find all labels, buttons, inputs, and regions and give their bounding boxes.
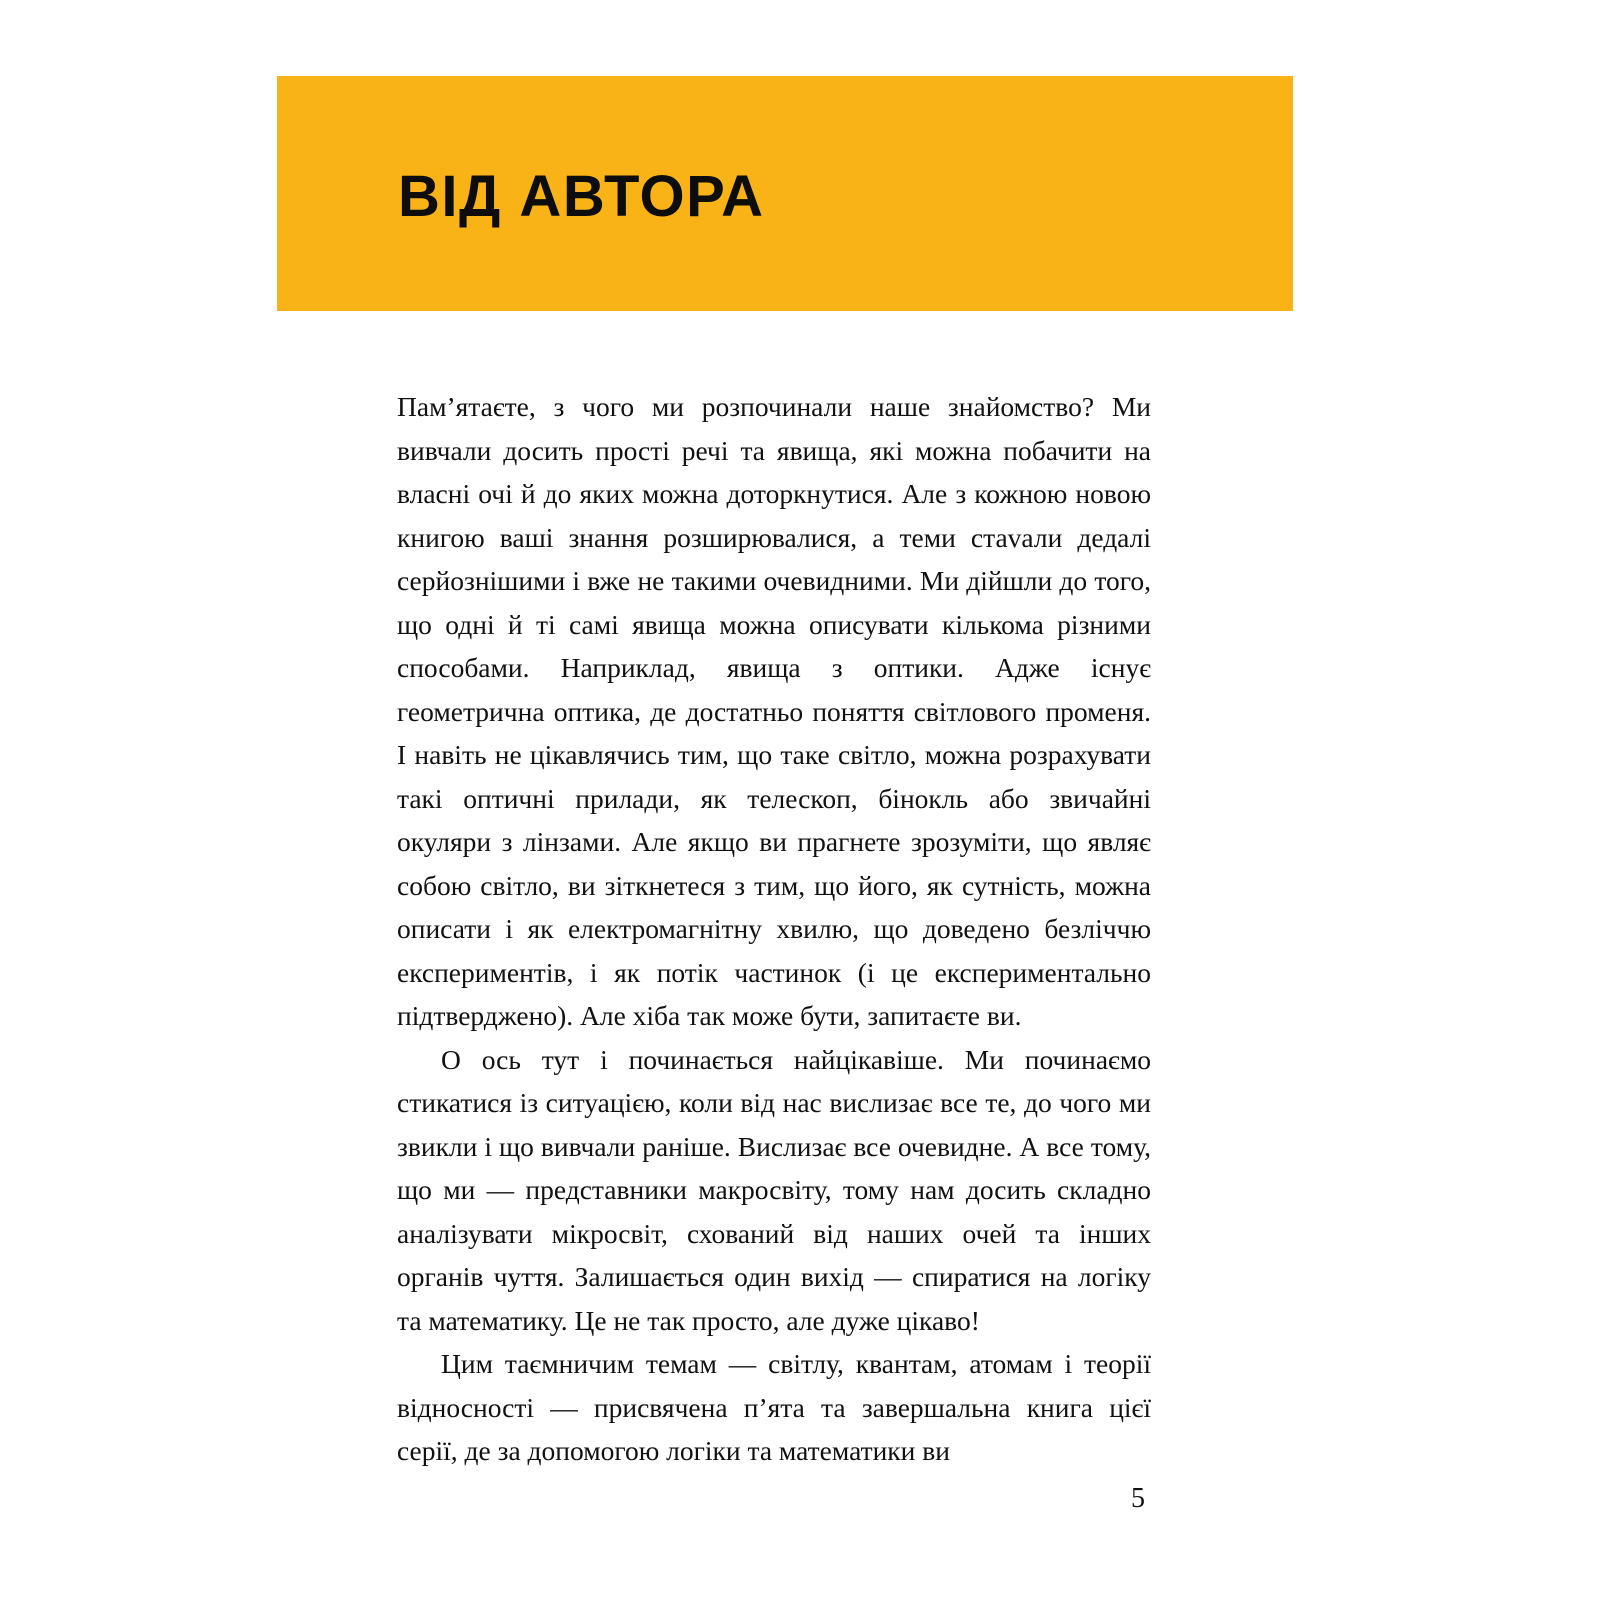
paragraph-2: О ось тут і починається найцікавіше. Ми починаємо стикатися із ситуацією, коли від нас вислизає все те, до чого ми звикли і що вивчали раніше. Вислизає все очевидне. А все тому, що ми — представники макросвіту, тому нам досить складно аналізувати мікросвіт, схований від наших очей та інших органів чуття. Залишається один вихід — спиратися на логіку та математику. Це не так просто, але дуже цікаво! xyxy=(397,1043,1151,1336)
body-text-column xyxy=(397,385,1151,1473)
page-title: ВІД АВТОРА xyxy=(398,164,765,229)
paragraph-3: Цим таємничим темам — світлу, квантам, атомам і теорії відносності — присвячена п’ята та завершальна книга цієї серії, де за допомогою логіки та математики ви xyxy=(397,1348,1151,1466)
paragraph-1: Пам’ятаєте, з чого ми розпочинали наше знайомство? Ми вивчали досить прості речі та явища, які можна побачити на власні очі й до яких можна доторкнутися. Але з кожною новою книгою ваші знання розширювалися, а теми стаvали дедалі серйознішими і вже не такими очевидними. Ми дійшли до того, що одні й ті самі явища можна описувати кількома різними способами. Наприклад, явища з оптики. Адже існує геометрична оптика, де достатньо поняття світлового променя. І навіть не цікавлячись тим, що таке світло, можна розрахувати такі оптичні прилади, як телескоп, бінокль або звичайні окуляри з лінзами. Але якщо ви прагнете зрозуміти, що являє собою світло, ви зіткнетеся з тим, що його, як сутність, можна описати і як електромагнітну хвилю, що доведено безліччю експериментів, і як потік частинок (і це експериментально підтверджено). Але хіба так може бути, запитаєте ви. xyxy=(397,391,1151,1031)
page-number: 5 xyxy=(1131,1483,1145,1514)
